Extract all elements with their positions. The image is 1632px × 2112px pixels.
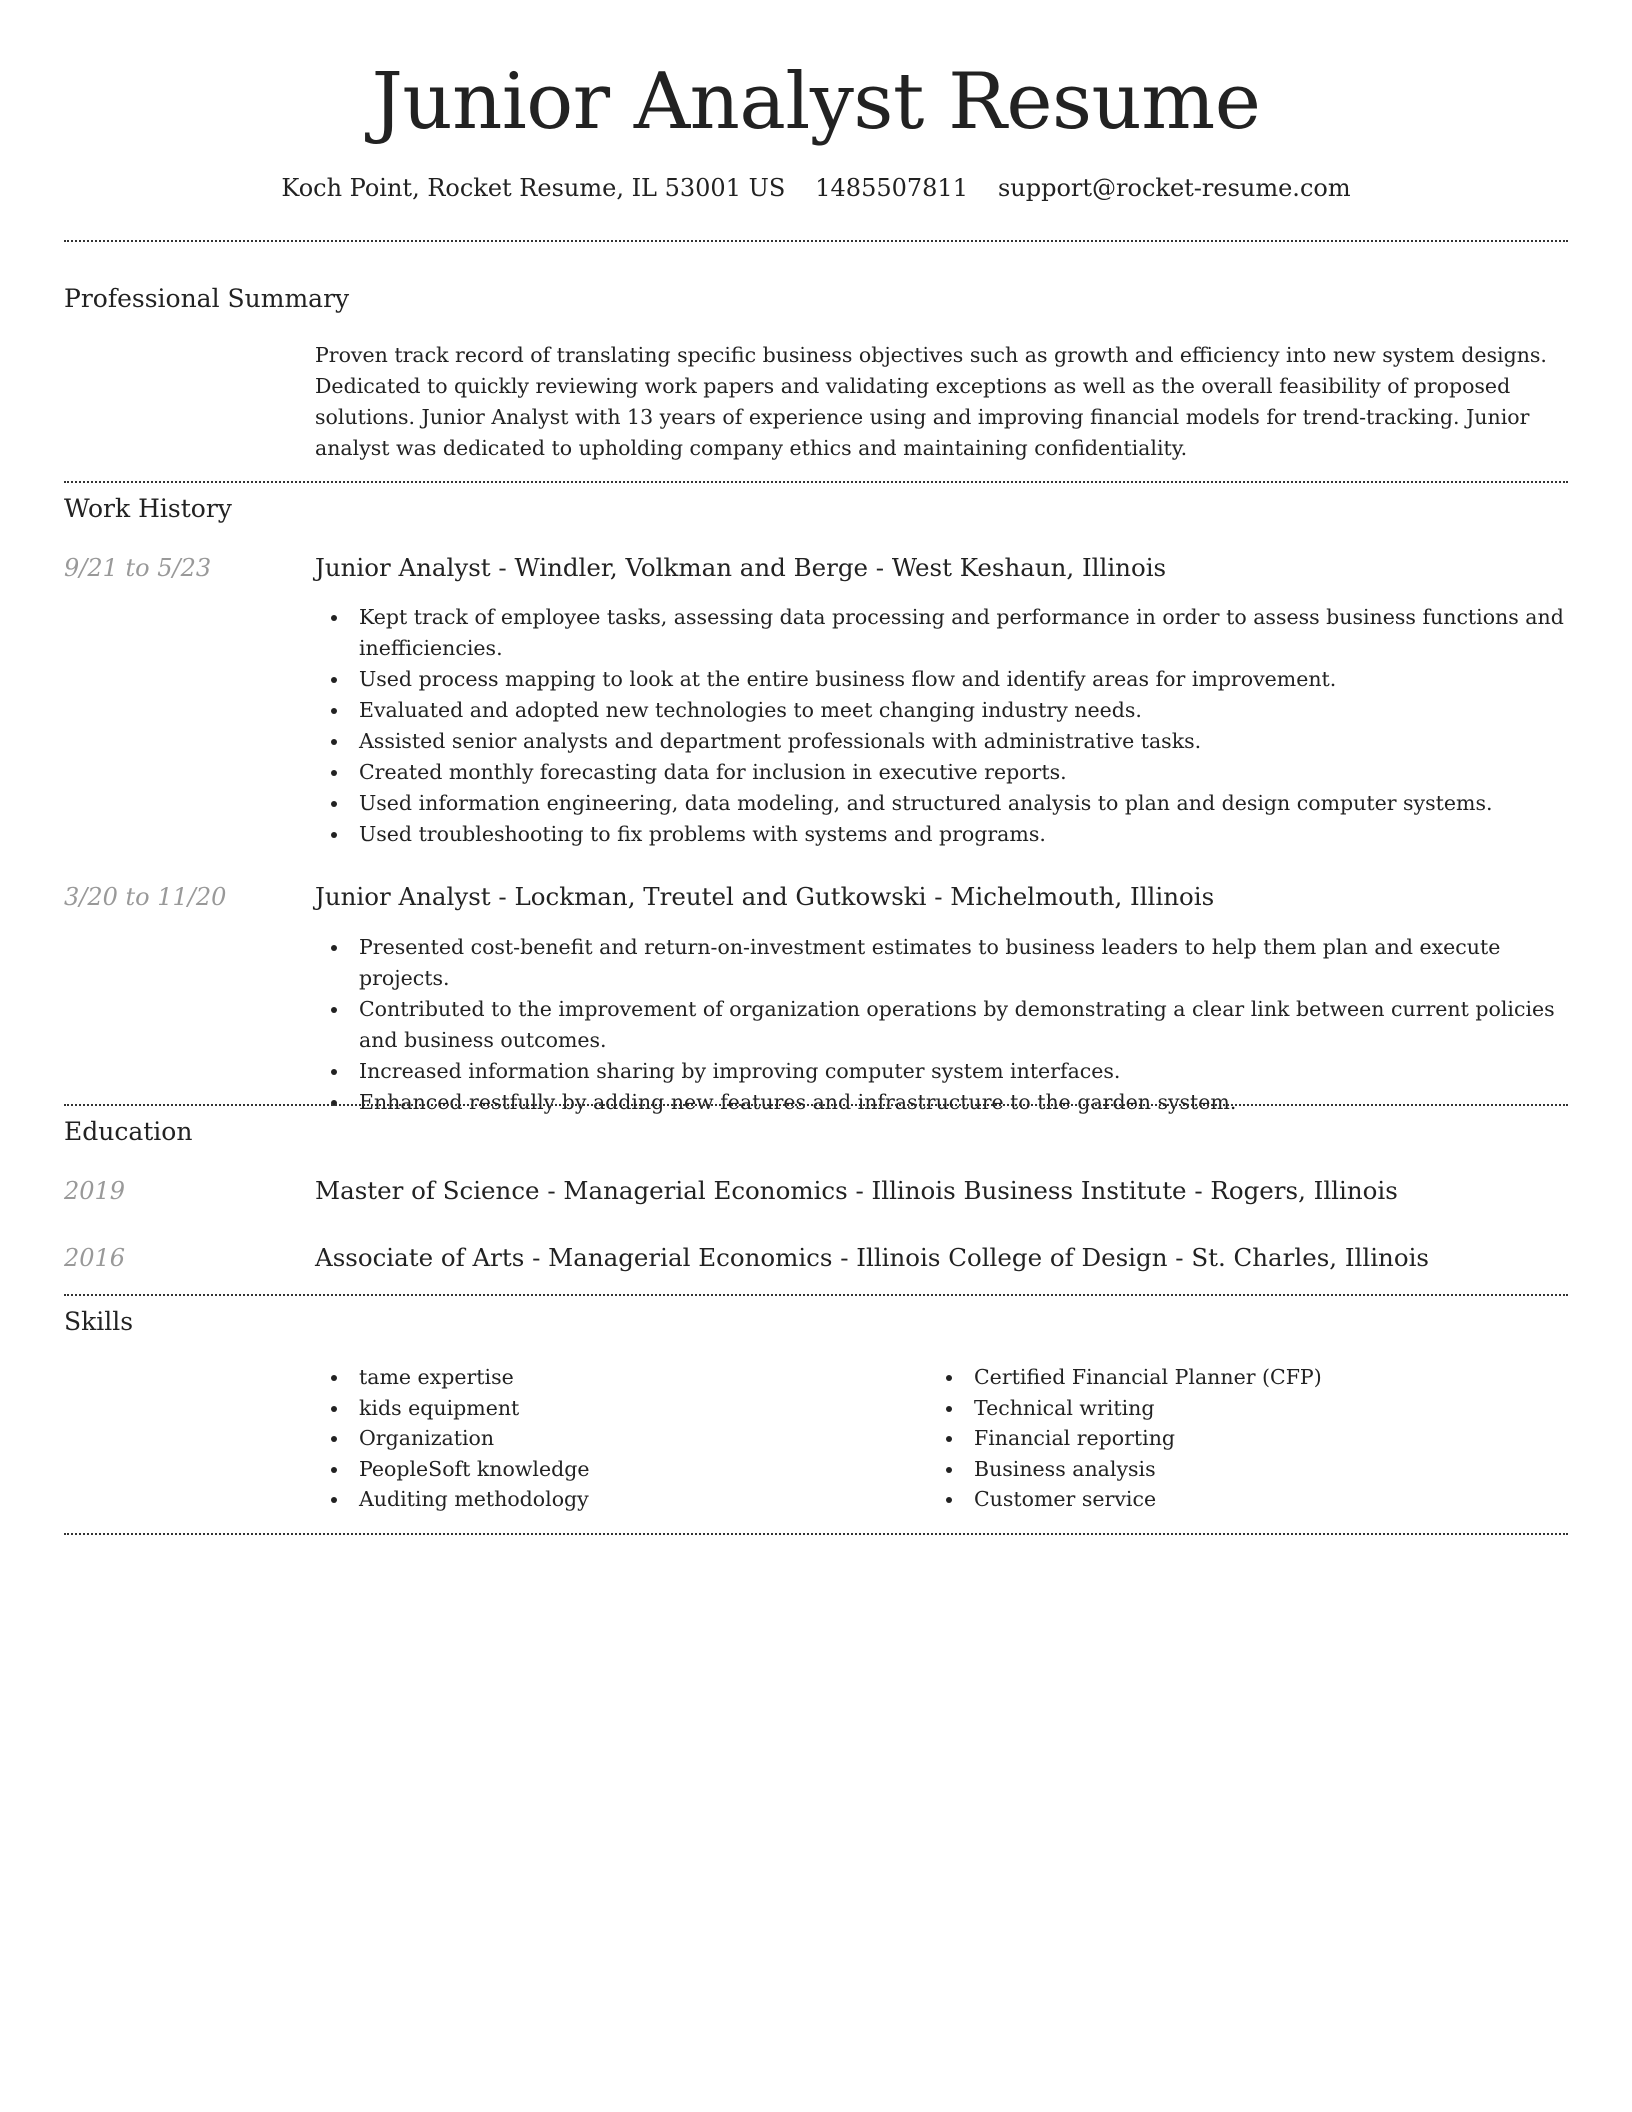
job-date: 3/20 to 11/20 — [64, 883, 227, 911]
contact-phone: 1485507811 — [815, 174, 968, 202]
skill-item: tame expertise — [359, 1362, 589, 1393]
skill-item: Technical writing — [974, 1393, 1322, 1424]
summary-divider — [64, 481, 1568, 483]
skill-item: Financial reporting — [974, 1423, 1322, 1454]
job-duty: Contributed to the improvement of organization operations by demonstrating a clear link between current policies and business outcomes. — [359, 994, 1568, 1056]
resume-title: Junior Analyst Resume — [371, 57, 1261, 147]
job-duties-list — [315, 932, 1568, 1118]
skill-item: PeopleSoft knowledge — [359, 1454, 589, 1485]
job-duties-list — [315, 602, 1568, 850]
skill-item: kids equipment — [359, 1393, 589, 1424]
job-date: 9/21 to 5/23 — [64, 554, 212, 582]
skills-list-left — [315, 1362, 589, 1515]
skills-divider — [64, 1533, 1568, 1535]
job-duty: Used information engineering, data modeling, and structured analysis to plan and design computer systems. — [359, 788, 1568, 819]
skill-item: Customer service — [974, 1484, 1322, 1515]
skill-item: Auditing methodology — [359, 1484, 589, 1515]
header-divider — [64, 240, 1568, 242]
job-duty: Enhanced restfully by adding new features and infrastructure to the garden system. — [359, 1087, 1568, 1118]
contact-email: support@rocket-resume.com — [997, 174, 1351, 202]
job-duty: Created monthly forecasting data for inclusion in executive reports. — [359, 757, 1568, 788]
summary-heading: Professional Summary — [64, 284, 350, 313]
summary-text: Proven track record of translating specific business objectives such as growth and efficiency into new system designs. Dedicated to quickly reviewing work papers and validating exceptions as well as the overall feasibility of proposed solutions. Junior Analyst with 13 years of experience using and improving financial models for trend-tracking. Junior analyst was dedicated to upholding company ethics and maintaining confidentiality. — [315, 343, 1547, 460]
job-duty: Used troubleshooting to fix problems with systems and programs. — [359, 819, 1568, 850]
job-duty: Increased information sharing by improving computer system interfaces. — [359, 1056, 1568, 1087]
work-history-divider — [64, 1104, 1568, 1106]
skills-list-right — [930, 1362, 1322, 1515]
job-duty: Assisted senior analysts and department professionals with administrative tasks. — [359, 726, 1568, 757]
education-divider — [64, 1294, 1568, 1296]
skill-item: Business analysis — [974, 1454, 1322, 1485]
job-title: Junior Analyst - Windler, Volkman and Berge - West Keshaun, Illinois — [315, 553, 1167, 582]
education-heading: Education — [64, 1117, 193, 1146]
education-entry: Master of Science - Managerial Economics - Illinois Business Institute - Rogers, Illinois — [315, 1176, 1398, 1205]
skill-item: Certified Financial Planner (CFP) — [974, 1362, 1322, 1393]
job-duty: Presented cost-benefit and return-on-investment estimates to business leaders to help them plan and execute projects. — [359, 932, 1568, 994]
education-year: 2019 — [64, 1177, 126, 1205]
contact-line — [64, 170, 1568, 206]
education-entry: Associate of Arts - Managerial Economics - Illinois College of Design - St. Charles, Illinois — [315, 1243, 1429, 1272]
skills-heading: Skills — [64, 1307, 134, 1336]
job-duty: Evaluated and adopted new technologies to meet changing industry needs. — [359, 695, 1568, 726]
education-year: 2016 — [64, 1244, 126, 1272]
job-duty: Used process mapping to look at the entire business flow and identify areas for improvement. — [359, 664, 1568, 695]
job-title: Junior Analyst - Lockman, Treutel and Gutkowski - Michelmouth, Illinois — [315, 882, 1215, 911]
work-history-heading: Work History — [64, 494, 232, 523]
skill-item: Organization — [359, 1423, 589, 1454]
job-duty: Kept track of employee tasks, assessing data processing and performance in order to assess business functions and inefficiencies. — [359, 602, 1568, 664]
contact-address: Koch Point, Rocket Resume, IL 53001 US — [281, 174, 786, 202]
